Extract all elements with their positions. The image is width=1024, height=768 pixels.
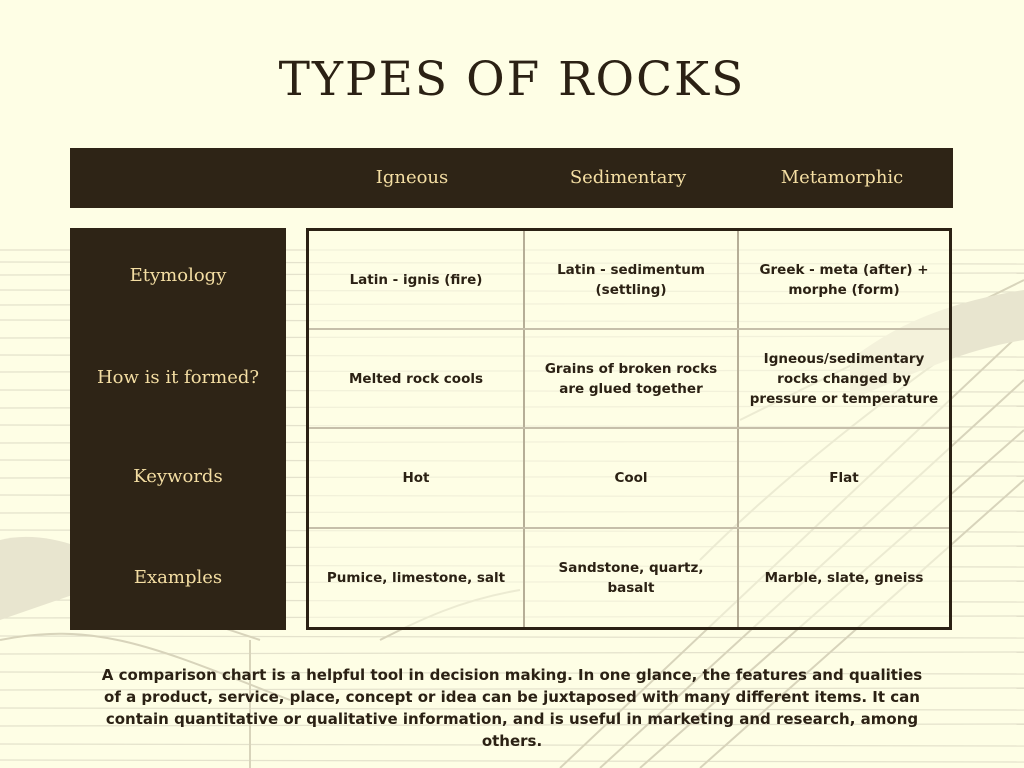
- page-title: TYPES OF ROCKS: [278, 52, 746, 107]
- table-cell-keywords-igneous: Hot: [402, 470, 430, 486]
- column-header-igneous: Igneous: [375, 167, 449, 188]
- table-cell-formation-igneous: Melted rock cools: [348, 370, 484, 387]
- row-header-etymology: Etymology: [129, 265, 227, 286]
- table-cell-keywords-sedimentary: Cool: [614, 470, 648, 486]
- column-header-metamorphic: Metamorphic: [780, 167, 904, 188]
- column-header-bar: [70, 148, 953, 208]
- table-cell-etymology-sedimentary: Latin - sedimentum (settling): [557, 261, 705, 298]
- row-header-keywords: Keywords: [133, 466, 223, 487]
- row-header-formation: How is it formed?: [96, 367, 260, 388]
- column-header-sedimentary: Sedimentary: [569, 167, 687, 188]
- table-cell-keywords-metamorphic: Flat: [829, 470, 859, 486]
- description-paragraph: A comparison chart is a helpful tool in decision making. In one glance, the features and qualities of a product, service, place, concept or idea can be juxtaposed with many different items. It can contain quantitative or qualitative information, and is useful in marketing and research, among others.: [101, 666, 923, 750]
- table-cell-etymology-metamorphic: Greek - meta (after) + morphe (form): [759, 261, 929, 298]
- row-header-examples: Examples: [133, 567, 223, 588]
- comparison-table: [306, 228, 952, 630]
- table-cell-examples-metamorphic: Marble, slate, gneiss: [764, 570, 924, 586]
- table-cell-examples-sedimentary: Sandstone, quartz, basalt: [558, 560, 704, 596]
- table-cell-examples-igneous: Pumice, limestone, salt: [326, 570, 506, 586]
- table-cell-formation-metamorphic: Igneous/sedimentary rocks changed by pressure or temperature: [749, 350, 939, 407]
- table-cell-etymology-igneous: Latin - ignis (fire): [349, 271, 483, 288]
- table-cell-formation-sedimentary: Grains of broken rocks are glued together: [544, 360, 718, 397]
- row-header-panel: [70, 228, 286, 630]
